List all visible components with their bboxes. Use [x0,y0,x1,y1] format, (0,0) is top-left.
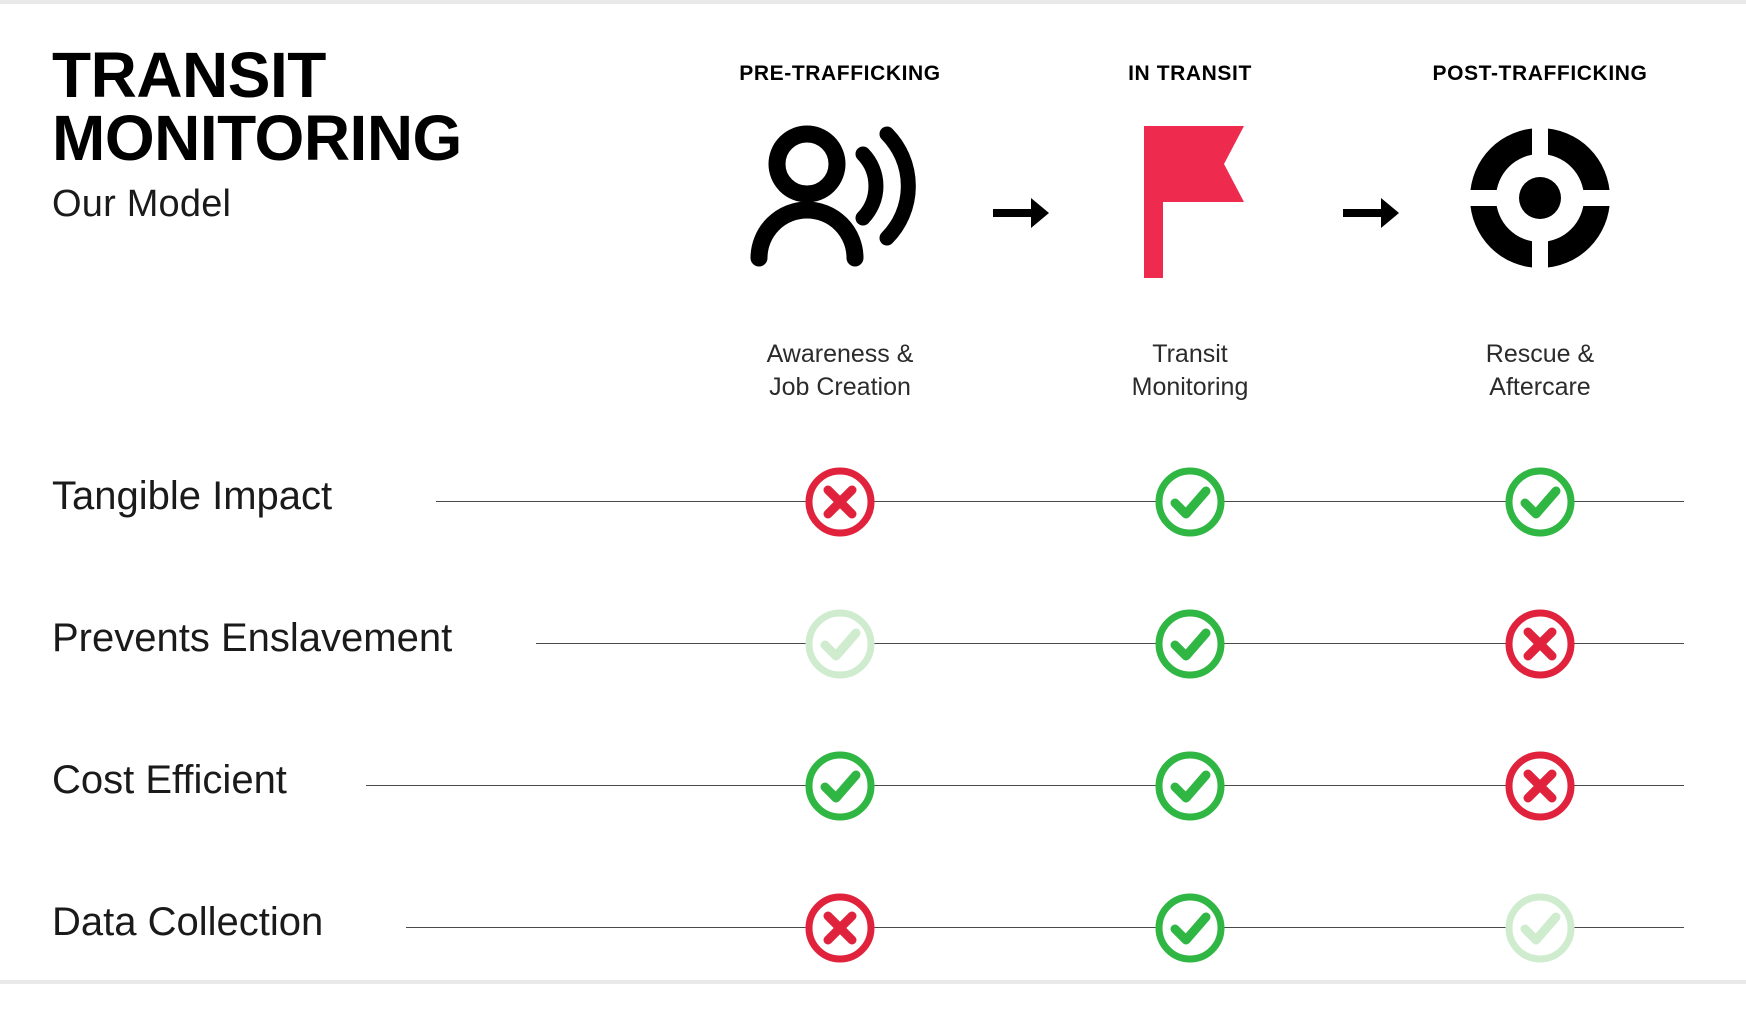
column-header-post-trafficking [1390,62,1690,86]
awareness-person-signal-icon [690,118,990,288]
column-header-label: POST-TRAFFICKING [1432,62,1648,85]
marker-cross [802,890,878,966]
table-row [0,594,1746,736]
page-title-line1: TRANSIT [52,39,326,111]
row-connector-line [436,501,1684,502]
column-caption-line1: Rescue & [1485,340,1595,368]
column-caption-post-trafficking [1390,338,1690,404]
bottom-divider [0,980,1746,984]
column-header-pre-trafficking [690,62,990,86]
column-caption-in-transit [1040,338,1340,404]
comparison-matrix [0,452,1746,1020]
table-row [0,452,1746,594]
top-divider [0,0,1746,4]
column-caption-line2: Monitoring [1131,373,1249,401]
marker-cross [1502,606,1578,682]
row-label: Tangible Impact [52,474,333,518]
table-row [0,736,1746,878]
marker-cross [802,464,878,540]
row-label: Cost Efficient [52,758,287,802]
marker-check [1502,464,1578,540]
column-header-label: PRE-TRAFFICKING [739,62,941,85]
column-caption-pre-trafficking [690,338,990,404]
marker-check [1152,890,1228,966]
column-caption-line2: Aftercare [1489,373,1591,401]
row-label: Data Collection [52,900,324,944]
marker-check [1152,748,1228,824]
column-header-in-transit [1040,62,1340,86]
table-row [0,878,1746,1020]
page-subtitle: Our Model [52,183,232,226]
row-connector-line [366,785,1684,786]
marker-check-faded [802,606,878,682]
marker-cross [1502,748,1578,824]
row-connector-line [406,927,1684,928]
marker-check-faded [1502,890,1578,966]
lifebuoy-icon [1390,118,1690,288]
marker-check [802,748,878,824]
marker-check [1152,606,1228,682]
column-caption-line2: Job Creation [769,373,911,401]
column-caption-line1: Transit [1152,340,1228,368]
page-title-line2: MONITORING [52,101,462,174]
column-header-label: IN TRANSIT [1128,62,1252,85]
red-flag-icon [1040,118,1340,288]
row-label: Prevents Enslavement [52,616,453,660]
title-block [52,39,672,226]
column-caption-line1: Awareness & [766,340,914,368]
marker-check [1152,464,1228,540]
